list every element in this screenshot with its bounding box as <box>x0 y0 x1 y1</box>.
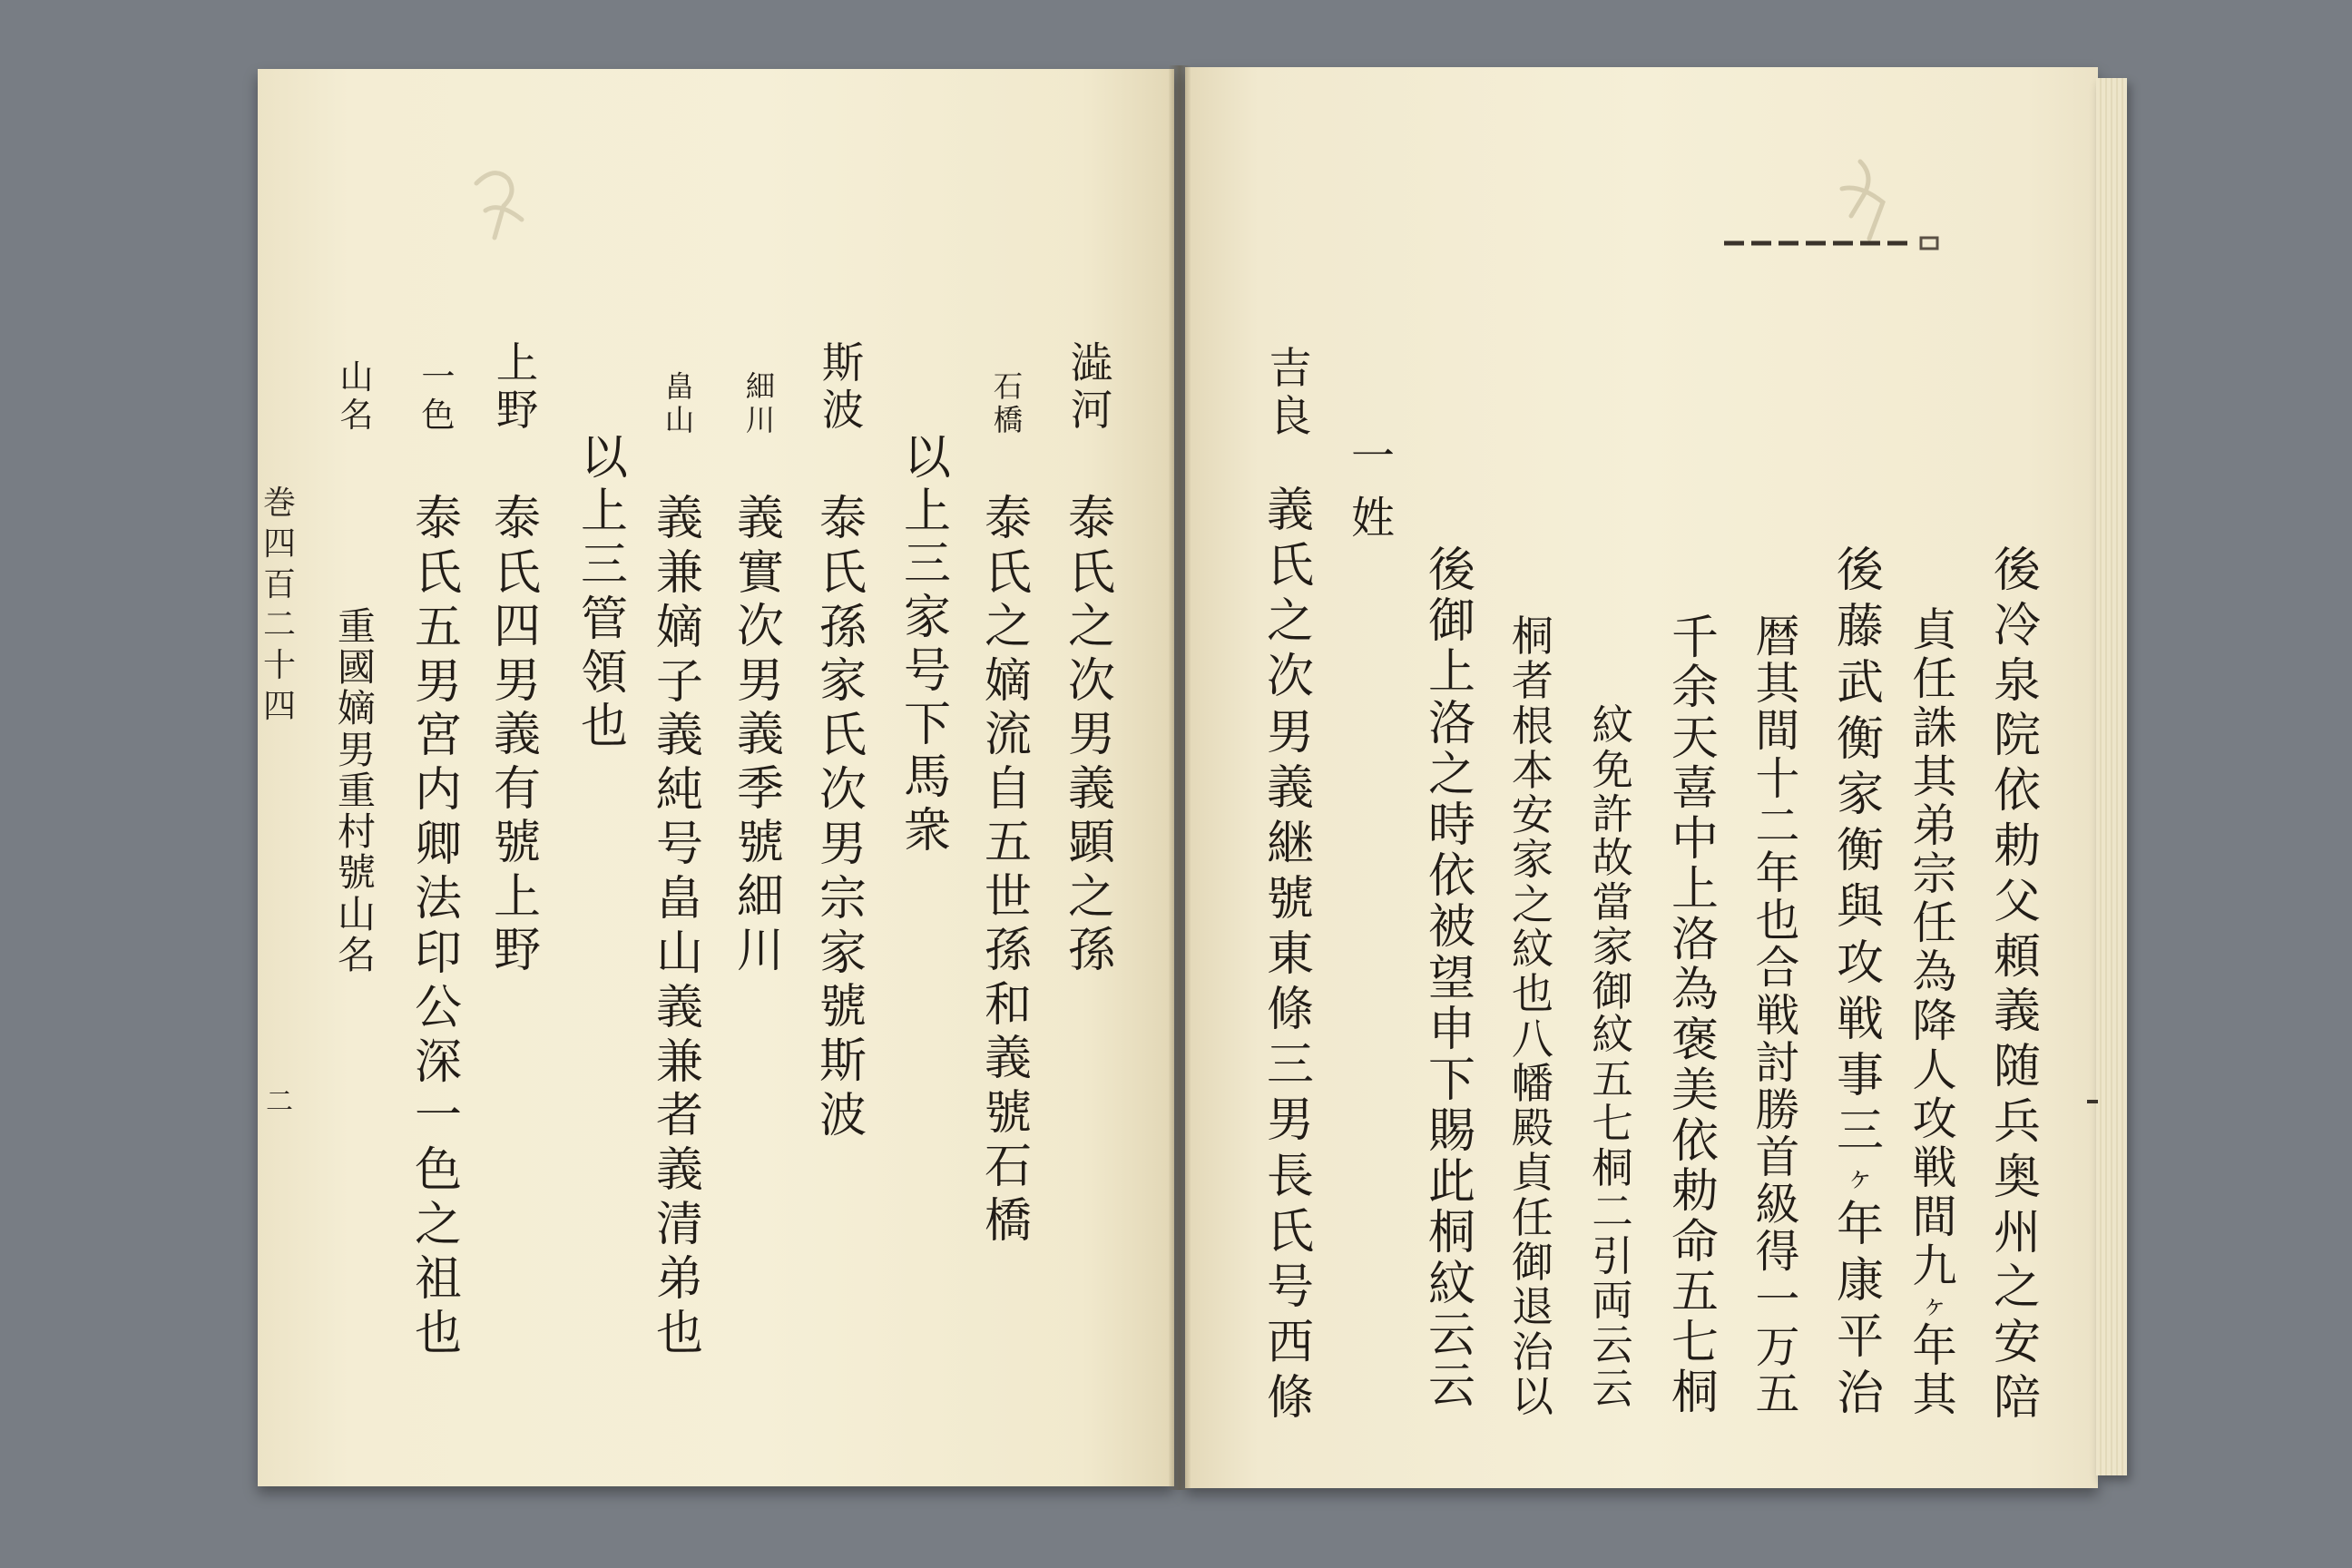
glyph: 男 <box>1266 1093 1314 1149</box>
glyph: 殿 <box>1511 1103 1554 1153</box>
glyph: 桐 <box>1427 1206 1475 1261</box>
glyph: 本 <box>1511 745 1554 795</box>
glyph: 両 <box>1592 1276 1633 1325</box>
glyph: 平 <box>1836 1310 1884 1366</box>
glyph: 川 <box>745 402 776 437</box>
glyph: 泰 <box>1067 492 1115 546</box>
glyph: 藤 <box>1836 599 1884 654</box>
glyph: 色 <box>421 395 456 435</box>
glyph: 依 <box>1427 849 1475 905</box>
glyph: 當 <box>1592 878 1633 926</box>
glyph: 上 <box>493 869 541 925</box>
glyph: 實 <box>736 545 784 601</box>
glyph: 宗 <box>818 871 867 926</box>
glyph: 吉 <box>1269 344 1312 394</box>
glyph: 云 <box>1427 1359 1475 1414</box>
glyph: 法 <box>414 872 462 927</box>
glyph: 嫡 <box>655 600 703 655</box>
body-line-5 <box>1663 611 1727 1421</box>
glyph: 依 <box>1993 764 2041 819</box>
glyph: 兼 <box>655 1034 703 1090</box>
glyph: 男 <box>1266 705 1314 760</box>
glyph: 之 <box>1993 1260 2041 1316</box>
glyph: 引 <box>1592 1232 1633 1280</box>
glyph: 次 <box>736 600 784 654</box>
glyph: 治 <box>1836 1366 1884 1421</box>
glyph: 家 <box>818 926 867 981</box>
glyph: 野 <box>495 386 539 436</box>
glyph: 氏 <box>493 545 541 601</box>
glyph: ヶ <box>1846 1161 1875 1195</box>
glyph: 巻 <box>262 485 296 522</box>
glyph: 其 <box>1912 1367 1957 1421</box>
glyph: 後 <box>1427 544 1475 598</box>
glyph: 條 <box>1266 1371 1314 1426</box>
glyph: 嫡 <box>337 686 377 731</box>
glyph: 年 <box>1912 1318 1957 1372</box>
glyph: 二 <box>1755 799 1800 852</box>
glyph: 攻 <box>1912 1092 1957 1145</box>
body-line-2 <box>1903 603 1966 1421</box>
glyph: 攻 <box>1836 936 1884 991</box>
glyph: 賜 <box>1427 1104 1475 1160</box>
glyph: 次 <box>1266 650 1314 705</box>
glyph: 故 <box>1592 834 1633 883</box>
glyph: 桐 <box>1592 1143 1633 1192</box>
glyph: 五 <box>984 816 1032 871</box>
glyph: 奥 <box>1993 1150 2041 1205</box>
glyph: 男 <box>1067 708 1115 762</box>
glyph: 西 <box>1266 1315 1314 1370</box>
glyph: 男 <box>337 727 377 772</box>
glyph: 戦 <box>1836 992 1884 1047</box>
glyph: 四 <box>262 687 296 725</box>
glyph: ヶ <box>1921 1289 1948 1321</box>
glyph: 根 <box>1511 701 1554 750</box>
glyph: 氏 <box>414 545 462 601</box>
glyph: 斯 <box>821 338 865 387</box>
glyph: 名 <box>337 932 377 977</box>
glyph: 冷 <box>1993 598 2041 653</box>
glyph: 年 <box>1755 847 1800 899</box>
glyph: 十 <box>1755 752 1800 805</box>
glyph: 義 <box>493 708 541 762</box>
glyph: 退 <box>1511 1282 1554 1332</box>
glyph: 號 <box>736 816 784 870</box>
glyph: 野 <box>493 924 541 978</box>
glyph: 御 <box>1511 1237 1554 1287</box>
glyph: 男 <box>414 654 462 710</box>
glyph: 兵 <box>1993 1094 2041 1150</box>
glyph: 衆 <box>903 803 951 858</box>
glyph: 勝 <box>1755 1083 1800 1136</box>
glyph: 弟 <box>1912 799 1957 852</box>
glyph: 男 <box>818 817 867 872</box>
glyph: 義 <box>1266 484 1314 538</box>
glyph: 下 <box>903 697 951 752</box>
glyph: 名 <box>339 395 374 435</box>
glyph: 宮 <box>414 709 462 764</box>
glyph: 天 <box>1671 710 1719 766</box>
glyph: 國 <box>337 645 377 691</box>
glyph: 以 <box>1511 1371 1554 1421</box>
glyph: 之 <box>414 1198 462 1253</box>
glyph: 純 <box>655 763 703 818</box>
glyph: 泰 <box>984 492 1032 546</box>
glyph: 一 <box>1350 431 1395 482</box>
glyph: 十 <box>262 647 296 685</box>
glyph: 間 <box>1912 1190 1957 1243</box>
body-line-1 <box>1985 544 2049 1426</box>
body-line-8 <box>1420 544 1484 1414</box>
glyph: 氏 <box>1266 539 1314 594</box>
glyph: 義 <box>1067 761 1115 817</box>
glyph: 級 <box>1755 1179 1800 1231</box>
section-heading <box>1341 431 1405 544</box>
glyph: 橋 <box>984 1193 1032 1249</box>
glyph: 七 <box>1671 1315 1719 1370</box>
glyph: 者 <box>655 1089 703 1144</box>
glyph: 義 <box>655 709 703 764</box>
glyph: 安 <box>1511 790 1554 840</box>
glyph: 澁 <box>1070 338 1113 387</box>
glyph: 以 <box>580 431 628 485</box>
glyph: 號 <box>984 1085 1032 1141</box>
glyph: 流 <box>984 708 1032 763</box>
glyph: 幡 <box>1511 1058 1554 1108</box>
glyph: 申 <box>1427 1002 1475 1057</box>
glyph: 戦 <box>1755 989 1800 1042</box>
glyph: 山 <box>337 891 377 936</box>
glyph: 義 <box>736 492 784 546</box>
glyph: 次 <box>1067 653 1115 709</box>
glyph: 山 <box>664 402 695 437</box>
glyph: 首 <box>1755 1132 1800 1184</box>
glyph: 印 <box>414 926 462 981</box>
body-line-7 <box>1501 612 1564 1421</box>
glyph: 義 <box>736 708 784 762</box>
glyph: 波 <box>821 386 865 436</box>
glyph: 紋 <box>1427 1257 1475 1312</box>
glyph: 村 <box>337 809 377 855</box>
glyph: 勅 <box>1993 818 2041 874</box>
glyph: 重 <box>337 768 377 813</box>
body-line-6 <box>1581 701 1644 1414</box>
glyph: 良 <box>1269 392 1312 442</box>
glyph: 姓 <box>1350 493 1395 544</box>
glyph: 也 <box>655 1306 703 1361</box>
glyph: 義 <box>1993 985 2041 1040</box>
glyph: 色 <box>414 1143 462 1199</box>
glyph: 号 <box>1266 1259 1314 1315</box>
glyph: 山 <box>339 358 374 397</box>
glyph: 男 <box>736 653 784 709</box>
glyph: 細 <box>745 369 776 404</box>
glyph: 四 <box>493 600 541 654</box>
glyph: 洛 <box>1427 696 1475 751</box>
glyph: 以 <box>903 431 951 485</box>
glyph: 家 <box>1592 922 1633 971</box>
glyph: 八 <box>1511 1014 1554 1063</box>
glyph: 上 <box>580 485 628 540</box>
glyph: 孫 <box>1067 924 1115 978</box>
glyph: 合 <box>1755 942 1800 995</box>
glyph: 号 <box>903 643 951 699</box>
glyph: 泉 <box>1993 653 2041 709</box>
glyph: 褒 <box>1671 1013 1719 1068</box>
glyph: 深 <box>414 1034 462 1090</box>
glyph: 号 <box>655 818 703 873</box>
glyph: 云 <box>1592 1365 1633 1414</box>
glyph: 云 <box>1427 1308 1475 1363</box>
glyph: 為 <box>1912 946 1957 999</box>
glyph: 任 <box>1511 1192 1554 1242</box>
glyph: 泰 <box>414 492 462 546</box>
glyph: 誅 <box>1912 701 1957 754</box>
glyph: 四 <box>262 524 296 563</box>
glyph: 義 <box>984 1032 1032 1087</box>
glyph: 許 <box>1592 789 1633 838</box>
glyph: 東 <box>1266 927 1314 982</box>
glyph: 望 <box>1427 951 1475 1006</box>
glyph: 州 <box>1993 1205 2041 1260</box>
glyph: 三 <box>1266 1038 1314 1093</box>
glyph: 此 <box>1427 1155 1475 1210</box>
glyph: 者 <box>1511 656 1554 706</box>
glyph: 家 <box>903 591 951 646</box>
glyph: 顕 <box>1067 816 1115 870</box>
glyph: 家 <box>1511 835 1554 885</box>
glyph: 也 <box>1755 895 1800 947</box>
glyph: 石 <box>984 1140 1032 1195</box>
glyph: 年 <box>1836 1198 1884 1253</box>
body-line-3 <box>1828 544 1892 1421</box>
entry-name-kira <box>1259 344 1322 442</box>
glyph: 紋 <box>1592 701 1633 750</box>
glyph: 院 <box>1993 709 2041 764</box>
glyph: 中 <box>1671 811 1719 867</box>
glyph: 衡 <box>1836 711 1884 767</box>
glyph: 長 <box>1266 1149 1314 1204</box>
glyph: 桐 <box>1511 612 1554 661</box>
glyph: 余 <box>1671 661 1719 716</box>
glyph: 弟 <box>655 1252 703 1308</box>
glyph: 孫 <box>984 924 1032 979</box>
glyph: 内 <box>414 763 462 818</box>
glyph: 氏 <box>1266 1204 1314 1259</box>
glyph: 泰 <box>818 492 867 546</box>
entry-text-kira <box>1259 484 1322 1426</box>
glyph: 一 <box>1755 1273 1800 1326</box>
glyph: 美 <box>1671 1063 1719 1119</box>
glyph: 貞 <box>1912 603 1957 656</box>
glyph: 為 <box>1671 963 1719 1018</box>
glyph: 也 <box>1511 969 1554 1019</box>
glyph: 其 <box>1912 750 1957 803</box>
glyph: 有 <box>493 761 541 817</box>
glyph: 與 <box>1836 880 1884 936</box>
glyph: 後 <box>1836 544 1884 598</box>
glyph: 畠 <box>664 369 695 404</box>
glyph: 條 <box>1266 983 1314 1038</box>
body-line-4 <box>1746 611 1809 1420</box>
glyph: 万 <box>1755 1320 1800 1373</box>
glyph: 川 <box>736 924 784 978</box>
glyph: 之 <box>1511 879 1554 929</box>
glyph: 安 <box>1993 1316 2041 1371</box>
glyph: 家 <box>1836 768 1884 823</box>
glyph: 嫡 <box>984 653 1032 709</box>
glyph: 百 <box>262 565 296 603</box>
glyph: 五 <box>1671 1265 1719 1320</box>
glyph: 任 <box>1912 897 1957 950</box>
glyph: 衡 <box>1836 824 1884 879</box>
glyph: 氏 <box>1067 545 1115 601</box>
glyph: 暦 <box>1755 611 1800 662</box>
glyph: 二 <box>266 1086 293 1118</box>
glyph: 兼 <box>655 545 703 601</box>
glyph: 管 <box>580 592 628 647</box>
glyph: 也 <box>580 699 628 754</box>
glyph: 喜 <box>1671 761 1719 817</box>
glyph: 五 <box>1755 1368 1800 1420</box>
glyph: 號 <box>1266 871 1314 926</box>
glyph: 畠 <box>655 872 703 927</box>
glyph: 義 <box>655 980 703 1035</box>
glyph: 義 <box>655 1143 703 1199</box>
glyph: 二 <box>262 606 296 644</box>
glyph: 御 <box>1592 966 1633 1015</box>
glyph: 五 <box>1592 1055 1633 1103</box>
glyph: 氏 <box>984 545 1032 601</box>
glyph: 任 <box>1912 652 1957 705</box>
glyph: 世 <box>984 869 1032 925</box>
glyph: 公 <box>414 980 462 1035</box>
glyph: 後 <box>1993 544 2041 598</box>
glyph: 之 <box>1427 747 1475 802</box>
glyph: 頼 <box>1993 929 2041 985</box>
glyph: 也 <box>414 1306 462 1361</box>
glyph: 継 <box>1266 816 1314 871</box>
glyph: 河 <box>1070 386 1113 436</box>
glyph: 随 <box>1993 1040 2041 1095</box>
glyph: 斯 <box>818 1034 867 1090</box>
glyph: 桐 <box>1671 1366 1719 1421</box>
glyph: 細 <box>736 869 784 925</box>
glyph: 氏 <box>818 709 867 764</box>
glyph: 自 <box>984 761 1032 817</box>
glyph: 領 <box>580 645 628 701</box>
glyph: 勅 <box>1671 1164 1719 1220</box>
glyph: 云 <box>1592 1320 1633 1369</box>
glyph: 五 <box>414 600 462 655</box>
glyph: 依 <box>1671 1113 1719 1169</box>
glyph: 降 <box>1912 995 1957 1048</box>
glyph: 號 <box>337 850 377 896</box>
glyph: 父 <box>1993 874 2041 929</box>
glyph: 子 <box>655 654 703 710</box>
glyph: 貞 <box>1511 1148 1554 1198</box>
glyph: 家 <box>818 654 867 710</box>
glyph: 之 <box>1266 594 1314 650</box>
glyph: 馬 <box>903 750 951 806</box>
glyph: 討 <box>1755 1036 1800 1089</box>
glyph: 三 <box>903 537 951 593</box>
glyph: 七 <box>1592 1099 1633 1148</box>
glyph: 號 <box>818 980 867 1035</box>
glyph: 之 <box>1067 600 1115 654</box>
glyph: 橋 <box>993 402 1024 437</box>
glyph: 孫 <box>818 600 867 655</box>
glyph: 波 <box>818 1088 867 1143</box>
glyph: 一 <box>421 358 456 397</box>
glyph: 御 <box>1427 594 1475 650</box>
glyph: 紋 <box>1592 1011 1633 1060</box>
glyph: 治 <box>1511 1327 1554 1377</box>
glyph: 季 <box>736 761 784 817</box>
glyph: 石 <box>993 369 1024 404</box>
glyph: 祖 <box>414 1252 462 1308</box>
glyph: 上 <box>903 484 951 539</box>
glyph: 上 <box>1427 645 1475 701</box>
glyph: 宗 <box>1912 848 1957 901</box>
glyph: 康 <box>1836 1254 1884 1309</box>
glyph: 下 <box>1427 1053 1475 1108</box>
glyph: 清 <box>655 1198 703 1253</box>
glyph: 和 <box>984 977 1032 1033</box>
glyph: 人 <box>1912 1044 1957 1097</box>
glyph: 山 <box>655 926 703 981</box>
glyph: 男 <box>493 653 541 709</box>
glyph: 得 <box>1755 1226 1800 1279</box>
glyph: 卿 <box>414 818 462 873</box>
glyph: 被 <box>1427 900 1475 956</box>
glyph: 義 <box>1266 760 1314 816</box>
glyph: 戦 <box>1912 1141 1957 1194</box>
glyph: 二 <box>1592 1188 1633 1237</box>
glyph: 紋 <box>1511 924 1554 974</box>
glyph: 三 <box>1836 1104 1884 1160</box>
glyph: 其 <box>1755 658 1800 710</box>
glyph: 九 <box>1912 1239 1957 1292</box>
glyph: 時 <box>1427 798 1475 853</box>
glyph: 號 <box>493 816 541 870</box>
glyph: 事 <box>1836 1048 1884 1103</box>
glyph: 上 <box>495 338 539 387</box>
glyph: 三 <box>580 538 628 593</box>
glyph: 氏 <box>818 545 867 601</box>
glyph: 泰 <box>493 492 541 546</box>
glyph: 義 <box>655 492 703 546</box>
glyph: 次 <box>818 763 867 818</box>
glyph: 之 <box>984 600 1032 655</box>
glyph: 一 <box>414 1089 462 1144</box>
glyph: 洛 <box>1671 912 1719 967</box>
glyph: 千 <box>1671 611 1719 665</box>
glyph: 武 <box>1836 655 1884 710</box>
glyph: 間 <box>1755 705 1800 758</box>
glyph: 命 <box>1671 1214 1719 1269</box>
glyph: 陪 <box>1993 1370 2041 1426</box>
glyph: 上 <box>1671 862 1719 917</box>
glyph: 重 <box>337 604 377 649</box>
glyph: 免 <box>1592 745 1633 794</box>
glyph: 之 <box>1067 869 1115 925</box>
